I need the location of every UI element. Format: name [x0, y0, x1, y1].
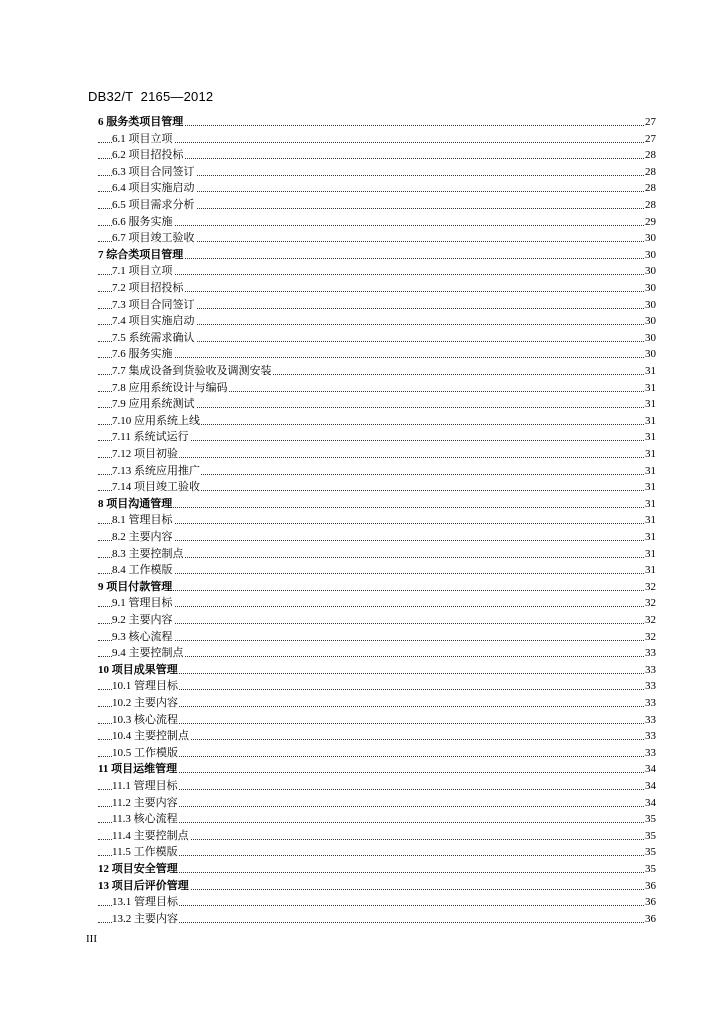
dot-leader — [98, 225, 654, 226]
toc-entry-page: 31 — [644, 562, 656, 579]
toc-section-entry[interactable] — [0, 911, 724, 928]
toc-chapter-entry[interactable] — [0, 247, 724, 264]
toc-entry-label: 7.8 应用系统设计与编码 — [112, 380, 229, 397]
toc-entry-label: 6.2 项目招投标 — [112, 147, 185, 164]
toc-section-entry[interactable] — [0, 313, 724, 330]
toc-entry-label: 13.1 管理目标 — [112, 894, 179, 911]
toc-section-entry[interactable] — [0, 778, 724, 795]
toc-entry-label: 8.4 工作模版 — [112, 562, 174, 579]
toc-entry-label: 8.2 主要内容 — [112, 529, 174, 546]
toc-section-entry[interactable] — [0, 280, 724, 297]
toc-chapter-entry[interactable] — [0, 496, 724, 513]
toc-entry-label: 11.4 主要控制点 — [112, 828, 190, 845]
toc-entry-label: 8.3 主要控制点 — [112, 546, 185, 563]
toc-entry-label: 11 项目运维管理 — [98, 761, 178, 778]
toc-entry-label: 9.1 管理目标 — [112, 595, 174, 612]
toc-entry-label: 11.1 管理目标 — [112, 778, 179, 795]
toc-entry-page: 34 — [644, 795, 656, 812]
toc-entry-page: 31 — [644, 529, 656, 546]
toc-chapter-entry[interactable] — [0, 662, 724, 679]
toc-entry-label: 10.2 主要内容 — [112, 695, 179, 712]
toc-entry-label: 11.2 主要内容 — [112, 795, 179, 812]
toc-entry-label: 6.1 项目立项 — [112, 131, 174, 148]
toc-entry-page: 30 — [644, 230, 656, 247]
dot-leader — [98, 142, 654, 143]
toc-entry-label: 6.6 服务实施 — [112, 214, 174, 231]
toc-chapter-entry[interactable] — [0, 861, 724, 878]
page-number: III — [86, 933, 97, 945]
toc-section-entry[interactable] — [0, 380, 724, 397]
dot-leader — [98, 789, 654, 790]
toc-entry-page: 28 — [644, 147, 656, 164]
toc-entry-page: 33 — [644, 645, 656, 662]
toc-entry-label: 7.12 项目初验 — [112, 446, 179, 463]
toc-chapter-entry[interactable] — [0, 878, 724, 895]
dot-leader — [98, 274, 654, 275]
dot-leader — [98, 623, 654, 624]
toc-entry-page: 32 — [644, 629, 656, 646]
toc-entry-page: 30 — [644, 297, 656, 314]
toc-entry-label: 10.3 核心流程 — [112, 712, 179, 729]
toc-entry-page: 31 — [644, 413, 656, 430]
toc-section-entry[interactable] — [0, 330, 724, 347]
toc-entry-label: 10.5 工作模版 — [112, 745, 179, 762]
toc-section-entry[interactable] — [0, 811, 724, 828]
toc-section-entry[interactable] — [0, 595, 724, 612]
toc-entry-label: 7 综合类项目管理 — [98, 247, 184, 264]
toc-entry-page: 35 — [644, 828, 656, 845]
toc-entry-page: 33 — [644, 678, 656, 695]
toc-entry-page: 36 — [644, 894, 656, 911]
toc-entry-page: 31 — [644, 429, 656, 446]
toc-entry-page: 28 — [644, 197, 656, 214]
toc-entry-page: 34 — [644, 778, 656, 795]
toc-entry-page: 31 — [644, 380, 656, 397]
toc-entry-page: 35 — [644, 844, 656, 861]
toc-entry-page: 30 — [644, 280, 656, 297]
toc-section-entry[interactable] — [0, 695, 724, 712]
toc-entry-page: 29 — [644, 214, 656, 231]
toc-section-entry[interactable] — [0, 512, 724, 529]
toc-section-entry[interactable] — [0, 894, 724, 911]
toc-section-entry[interactable] — [0, 645, 724, 662]
toc-section-entry[interactable] — [0, 180, 724, 197]
toc-entry-label: 7.11 系统试运行 — [112, 429, 190, 446]
dot-leader — [98, 872, 654, 873]
dot-leader — [98, 357, 654, 358]
toc-entry-page: 30 — [644, 247, 656, 264]
toc-entry-label: 7.5 系统需求确认 — [112, 330, 196, 347]
toc-entry-page: 30 — [644, 346, 656, 363]
toc-entry-label: 12 项目安全管理 — [98, 861, 179, 878]
toc-entry-page: 31 — [644, 446, 656, 463]
toc-entry-label: 8 项目沟通管理 — [98, 496, 173, 513]
toc-entry-page: 33 — [644, 695, 656, 712]
toc-entry-page: 36 — [644, 878, 656, 895]
dot-leader — [98, 822, 654, 823]
toc-entry-page: 35 — [644, 811, 656, 828]
toc-section-entry[interactable] — [0, 131, 724, 148]
toc-section-entry[interactable] — [0, 164, 724, 181]
toc-entry-page: 30 — [644, 263, 656, 280]
toc-section-entry[interactable] — [0, 214, 724, 231]
dot-leader — [98, 806, 654, 807]
toc-entry-label: 7.1 项目立项 — [112, 263, 174, 280]
toc-section-entry[interactable] — [0, 346, 724, 363]
toc-section-entry[interactable] — [0, 612, 724, 629]
toc-entry-page: 31 — [644, 512, 656, 529]
toc-entry-page: 34 — [644, 761, 656, 778]
toc-entry-label: 9.3 核心流程 — [112, 629, 174, 646]
toc-entry-label: 9 项目付款管理 — [98, 579, 173, 596]
toc-chapter-entry[interactable] — [0, 114, 724, 131]
toc-entry-label: 7.13 系统应用推广 — [112, 463, 201, 480]
toc-entry-page: 32 — [644, 579, 656, 596]
toc-section-entry[interactable] — [0, 197, 724, 214]
toc-section-entry[interactable] — [0, 446, 724, 463]
toc-entry-label: 7.9 应用系统测试 — [112, 396, 196, 413]
toc-section-entry[interactable] — [0, 844, 724, 861]
toc-entry-page: 31 — [644, 479, 656, 496]
toc-chapter-entry[interactable] — [0, 579, 724, 596]
toc-section-entry[interactable] — [0, 728, 724, 745]
dot-leader — [98, 590, 654, 591]
dot-leader — [98, 606, 654, 607]
toc-entry-label: 7.4 项目实施启动 — [112, 313, 196, 330]
toc-entry-page: 32 — [644, 612, 656, 629]
toc-section-entry[interactable] — [0, 297, 724, 314]
toc-entry-label: 7.3 项目合同签订 — [112, 297, 196, 314]
toc-entry-label: 7.14 项目竣工验收 — [112, 479, 201, 496]
toc-section-entry[interactable] — [0, 363, 724, 380]
toc-entry-label: 13 项目后评价管理 — [98, 878, 190, 895]
dot-leader — [98, 457, 654, 458]
toc-entry-label: 7.2 项目招投标 — [112, 280, 185, 297]
toc-entry-label: 11.5 工作模版 — [112, 844, 179, 861]
toc-entry-page: 31 — [644, 546, 656, 563]
toc-entry-page: 33 — [644, 728, 656, 745]
toc-section-entry[interactable] — [0, 396, 724, 413]
dot-leader — [98, 573, 654, 574]
dot-leader — [98, 905, 654, 906]
dot-leader — [98, 540, 654, 541]
toc-entry-label: 9.4 主要控制点 — [112, 645, 185, 662]
toc-section-entry[interactable] — [0, 795, 724, 812]
toc-entry-label: 10.1 管理目标 — [112, 678, 179, 695]
toc-section-entry[interactable] — [0, 479, 724, 496]
toc-entry-page: 33 — [644, 745, 656, 762]
toc-entry-page: 30 — [644, 330, 656, 347]
dot-leader — [98, 673, 654, 674]
toc-entry-page: 33 — [644, 712, 656, 729]
toc-entry-page: 28 — [644, 180, 656, 197]
dot-leader — [98, 640, 654, 641]
toc-entry-label: 10.4 主要控制点 — [112, 728, 190, 745]
toc-section-entry[interactable] — [0, 529, 724, 546]
dot-leader — [98, 523, 654, 524]
toc-section-entry[interactable] — [0, 629, 724, 646]
toc-entry-page: 27 — [644, 131, 656, 148]
toc-entry-label: 6.5 项目需求分析 — [112, 197, 196, 214]
dot-leader — [98, 507, 654, 508]
dot-leader — [98, 922, 654, 923]
toc-entry-label: 9.2 主要内容 — [112, 612, 174, 629]
toc-entry-label: 7.7 集成设备到货验收及调测安装 — [112, 363, 273, 380]
toc-section-entry[interactable] — [0, 546, 724, 563]
toc-entry-page: 30 — [644, 313, 656, 330]
toc-entry-label: 6.7 项目竣工验收 — [112, 230, 196, 247]
toc-section-entry[interactable] — [0, 429, 724, 446]
toc-entry-page: 32 — [644, 595, 656, 612]
toc-entry-label: 6.4 项目实施启动 — [112, 180, 196, 197]
toc-entry-label: 11.3 核心流程 — [112, 811, 179, 828]
dot-leader — [98, 772, 654, 773]
toc-section-entry[interactable] — [0, 712, 724, 729]
toc-section-entry[interactable] — [0, 413, 724, 430]
toc-entry-label: 8.1 管理目标 — [112, 512, 174, 529]
toc-section-entry[interactable] — [0, 678, 724, 695]
toc-section-entry[interactable] — [0, 230, 724, 247]
toc-entry-page: 35 — [644, 861, 656, 878]
toc-entry-page: 31 — [644, 396, 656, 413]
toc-section-entry[interactable] — [0, 263, 724, 280]
toc-entry-label: 7.10 应用系统上线 — [112, 413, 201, 430]
toc-entry-page: 31 — [644, 463, 656, 480]
toc-entry-page: 33 — [644, 662, 656, 679]
toc-entry-label: 13.2 主要内容 — [112, 911, 179, 928]
toc-entry-label: 6.3 项目合同签订 — [112, 164, 196, 181]
dot-leader — [98, 855, 654, 856]
toc-section-entry[interactable] — [0, 745, 724, 762]
toc-chapter-entry[interactable] — [0, 761, 724, 778]
toc-entry-page: 27 — [644, 114, 656, 131]
toc-section-entry[interactable] — [0, 562, 724, 579]
dot-leader — [98, 706, 654, 707]
toc-entry-page: 36 — [644, 911, 656, 928]
toc-entry-page: 28 — [644, 164, 656, 181]
dot-leader — [98, 723, 654, 724]
toc-section-entry[interactable] — [0, 147, 724, 164]
toc-section-entry[interactable] — [0, 463, 724, 480]
dot-leader — [98, 689, 654, 690]
dot-leader — [98, 756, 654, 757]
toc-entry-label: 10 项目成果管理 — [98, 662, 179, 679]
toc-entry-page: 31 — [644, 363, 656, 380]
toc-entry-label: 6 服务类项目管理 — [98, 114, 184, 131]
toc-entry-label: 7.6 服务实施 — [112, 346, 174, 363]
toc-entry-page: 31 — [644, 496, 656, 513]
toc-section-entry[interactable] — [0, 828, 724, 845]
document-code-header: DB32/T 2165—2012 — [88, 89, 214, 104]
